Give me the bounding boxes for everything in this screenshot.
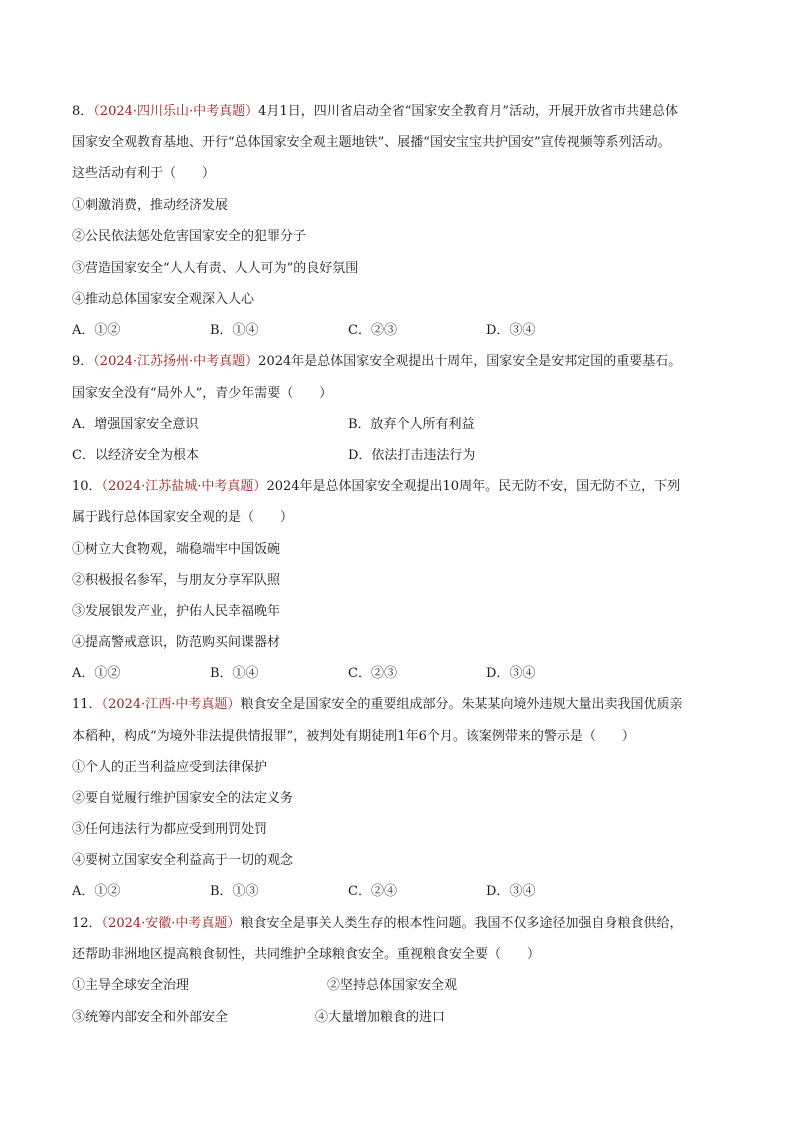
question-stem: 2024年是总体国家安全观提出10周年。民无防不安，国无防不立，下列 bbox=[266, 479, 681, 494]
question-12-item-1: ①主导全球安全治理 bbox=[72, 978, 190, 993]
question-11-item-3: ③任何违法行为都应受到刑罚处罚 bbox=[72, 822, 268, 837]
question-8-line-1 bbox=[72, 102, 678, 122]
source-tag: （2024·江苏扬州·中考真题） bbox=[93, 354, 259, 369]
question-12-item-2: ②坚持总体国家安全观 bbox=[327, 978, 458, 993]
option-c[interactable]: C．②④ bbox=[348, 884, 397, 899]
option-b[interactable]: B．放弃个人所有利益 bbox=[348, 417, 475, 432]
question-8-item-1: ①刺激消费，推动经济发展 bbox=[72, 198, 229, 213]
option-b[interactable]: B．①③ bbox=[210, 884, 259, 899]
option-d[interactable]: D．依法打击违法行为 bbox=[348, 448, 476, 463]
question-12-line-1 bbox=[72, 914, 682, 934]
source-tag: （2024·四川乐山·中考真题） bbox=[93, 104, 259, 119]
question-11-item-4: ④要树立国家安全利益高于一切的观念 bbox=[72, 853, 294, 868]
question-stem: 粮食安全是事关人类生存的根本性问题。我国不仅多途径加强自身粮食供给， bbox=[240, 916, 683, 931]
question-10-item-3: ③发展银发产业，护佑人民幸福晚年 bbox=[72, 604, 281, 619]
question-8-line-2: 国家安全观教育基地、开行“总体国家安全观主题地铁”、展播“国安宝宝共护国安”宣传视频等系列活动。 bbox=[72, 135, 671, 150]
question-11-item-1: ①个人的正当利益应受到法律保护 bbox=[72, 760, 268, 775]
question-12-item-3: ③统筹内部安全和外部安全 bbox=[72, 1010, 229, 1025]
source-tag: （2024·安徽·中考真题） bbox=[101, 916, 241, 931]
source-tag: （2024·江西·中考真题） bbox=[101, 697, 241, 712]
question-11-line-1 bbox=[72, 695, 682, 715]
question-9-line-2: 国家安全没有“局外人”，青少年需要（ ） bbox=[72, 386, 333, 401]
option-a[interactable]: A．①② bbox=[72, 323, 121, 338]
question-8-item-4: ④推动总体国家安全观深入人心 bbox=[72, 292, 255, 307]
question-8-item-2: ②公民依法惩处危害国家安全的犯罪分子 bbox=[72, 229, 307, 244]
question-11-item-2: ②要自觉履行维护国家安全的法定义务 bbox=[72, 791, 294, 806]
option-b[interactable]: B．①④ bbox=[210, 666, 259, 681]
question-10-line-1 bbox=[72, 477, 680, 497]
option-d[interactable]: D．③④ bbox=[486, 323, 536, 338]
question-number: 10． bbox=[72, 479, 102, 494]
option-c[interactable]: C．以经济安全为根本 bbox=[72, 448, 199, 463]
question-stem: 粮食安全是国家安全的重要组成部分。朱某某向境外违规大量出卖我国优质亲 bbox=[240, 697, 683, 712]
question-12-line-2: 还帮助非洲地区提高粮食韧性，共同维护全球粮食安全。重视粮食安全要（ ） bbox=[72, 947, 541, 962]
question-10-line-2: 属于践行总体国家安全观的是（ ） bbox=[72, 510, 294, 525]
question-10-item-4: ④提高警戒意识，防范购买间谍器材 bbox=[72, 635, 281, 650]
option-d[interactable]: D．③④ bbox=[486, 884, 536, 899]
option-a[interactable]: A．①② bbox=[72, 884, 121, 899]
question-8-item-3: ③营造国家安全“人人有责、人人可为”的良好氛围 bbox=[72, 261, 359, 276]
option-a[interactable]: A．①② bbox=[72, 666, 121, 681]
option-a[interactable]: A．增强国家安全意识 bbox=[72, 417, 199, 432]
option-c[interactable]: C．②③ bbox=[348, 323, 397, 338]
question-10-item-1: ①树立大食物观，端稳端牢中国饭碗 bbox=[72, 542, 281, 557]
question-10-item-2: ②积极报名参军，与朋友分享军队照 bbox=[72, 573, 281, 588]
question-stem: 2024年是总体国家安全观提出十周年，国家安全是安邦定国的重要基石。 bbox=[258, 354, 682, 369]
question-stem: 4月1日，四川省启动全省“国家安全教育月”活动，开展开放省市共建总体 bbox=[258, 104, 679, 119]
question-number: 8． bbox=[72, 104, 94, 119]
question-number: 9． bbox=[72, 354, 94, 369]
question-number: 11． bbox=[72, 697, 102, 712]
question-9-line-1 bbox=[72, 352, 681, 372]
option-b[interactable]: B．①④ bbox=[210, 323, 259, 338]
source-tag: （2024·江苏盐城·中考真题） bbox=[101, 479, 267, 494]
question-8-line-3: 这些活动有利于（ ） bbox=[72, 166, 216, 181]
option-c[interactable]: C．②③ bbox=[348, 666, 397, 681]
option-d[interactable]: D．③④ bbox=[486, 666, 536, 681]
question-12-item-4: ④大量增加粮食的进口 bbox=[315, 1010, 446, 1025]
question-11-line-2: 本稻种，构成“为境外非法提供情报罪”，被判处有期徒刑1年6个月。该案例带来的警示是（ ） bbox=[72, 729, 635, 744]
question-number: 12． bbox=[72, 916, 102, 931]
